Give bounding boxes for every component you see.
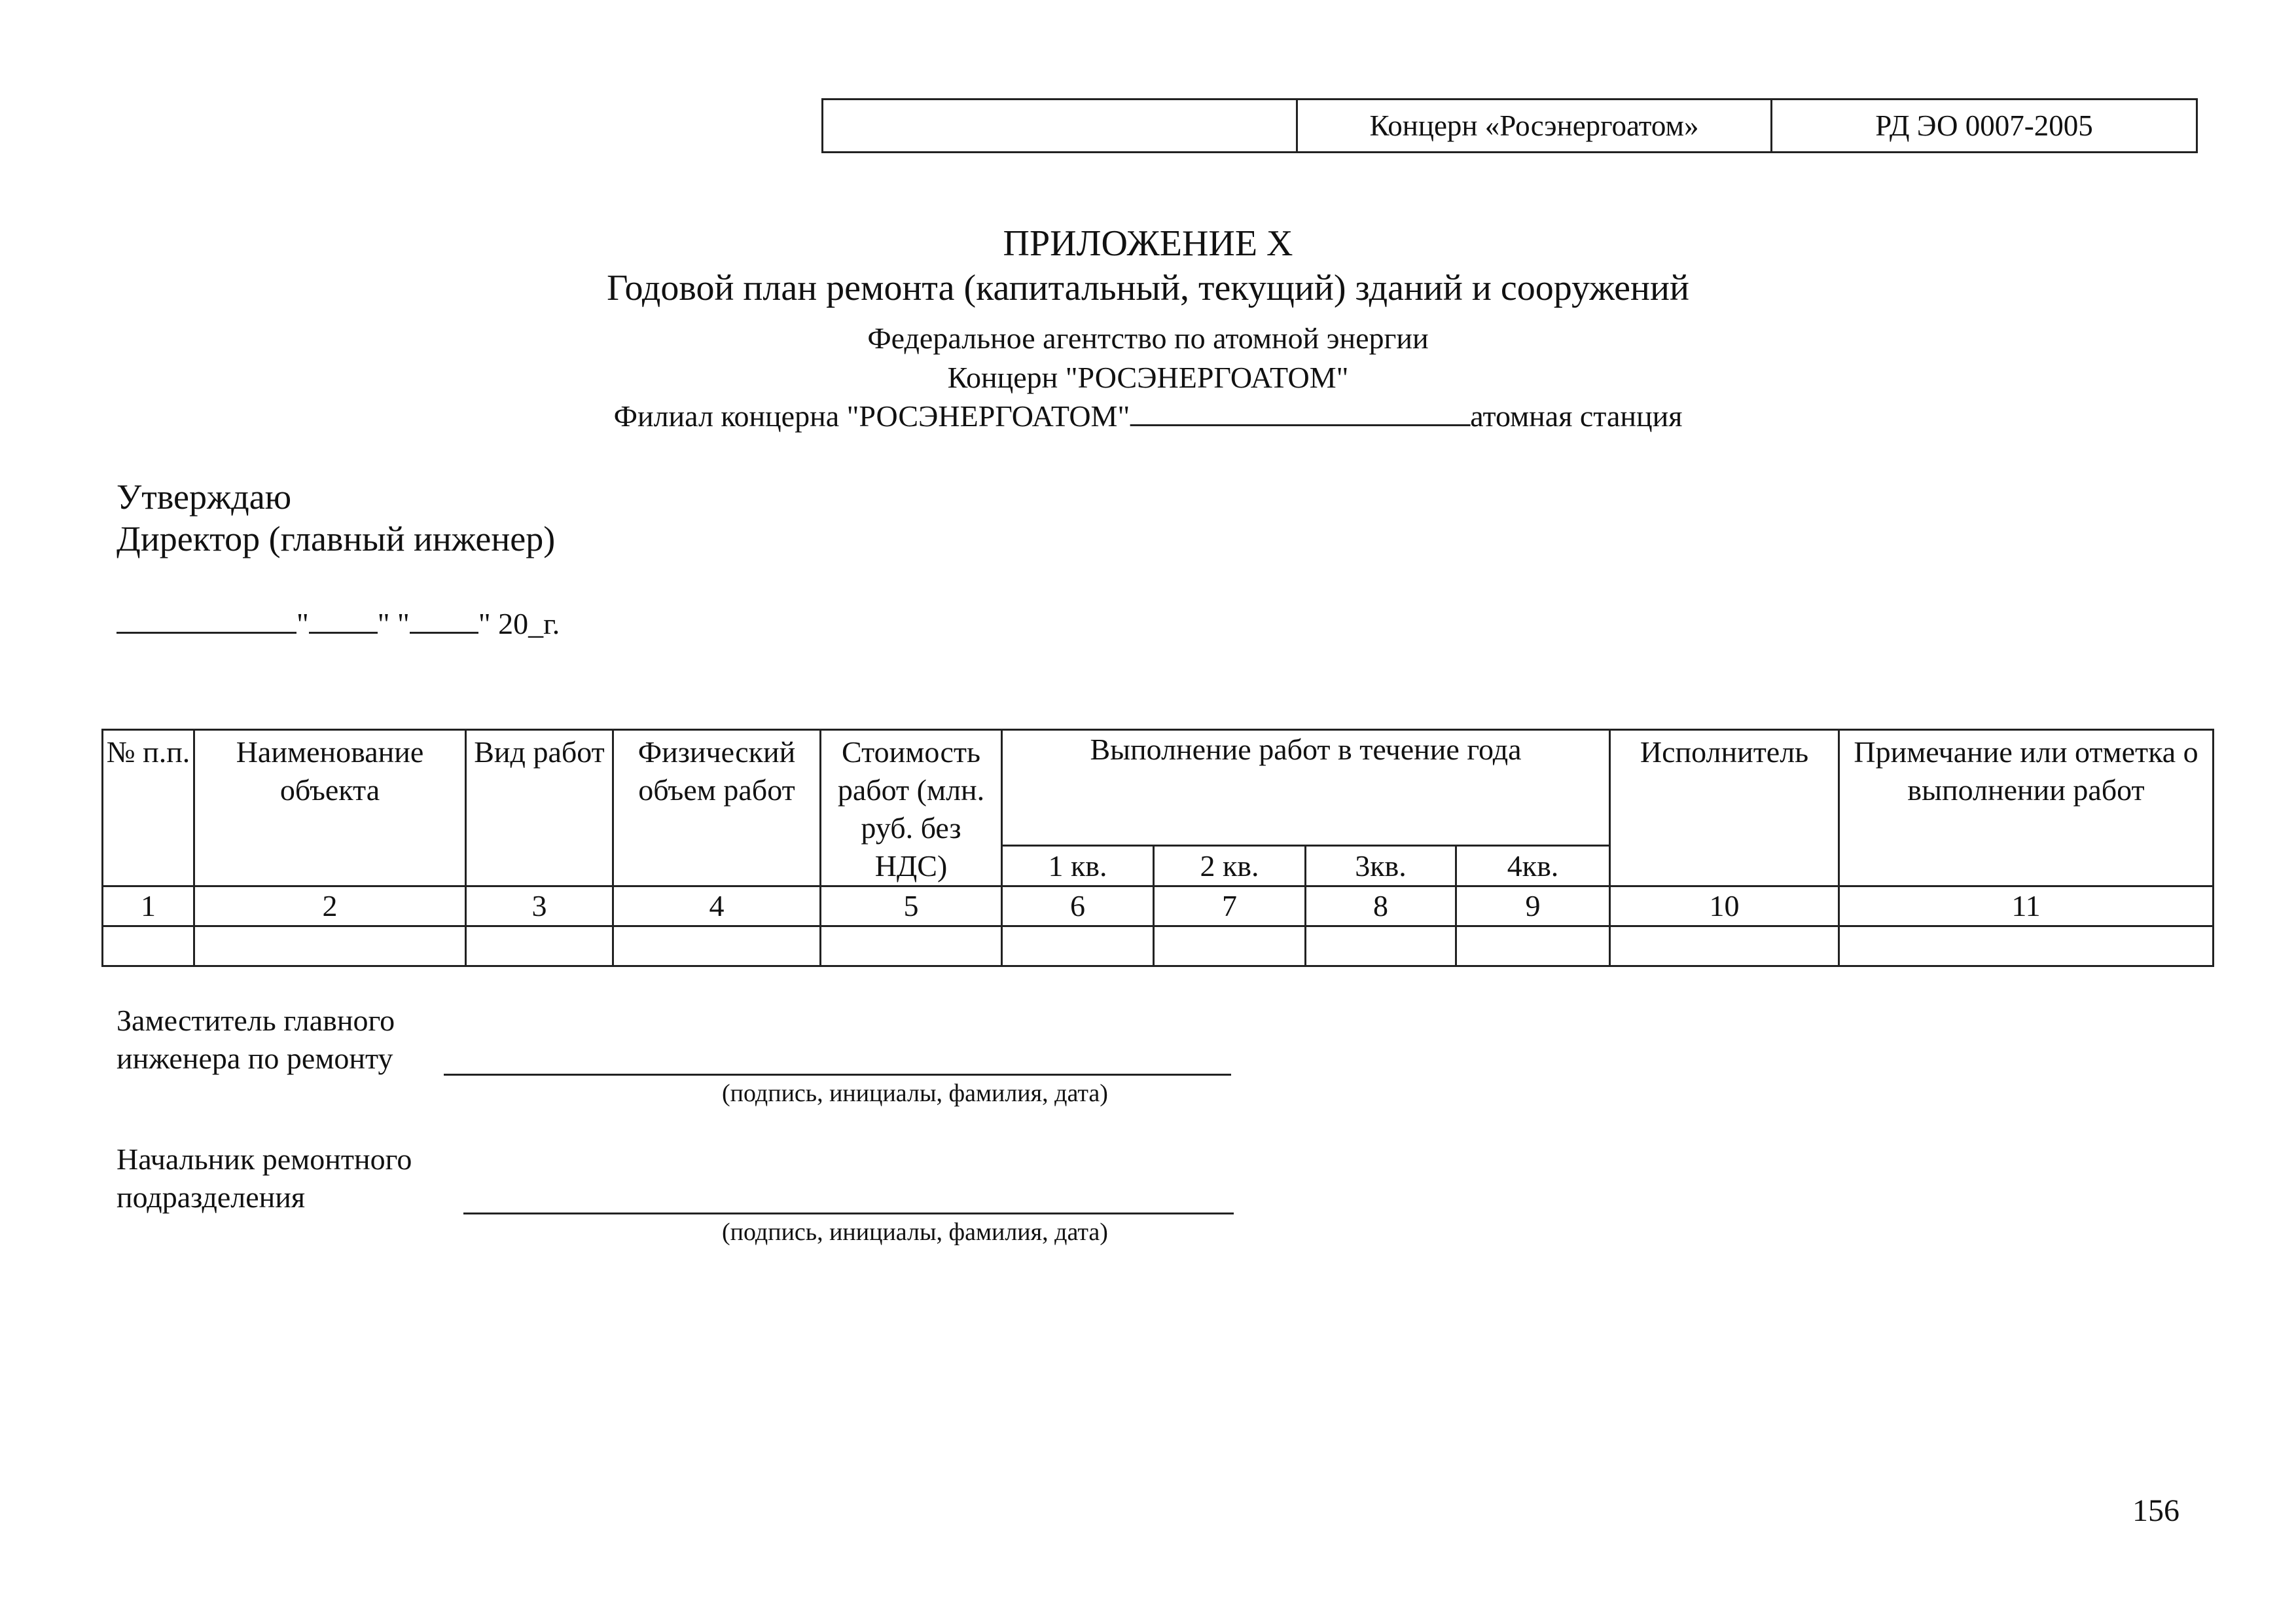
table-cell[interactable]: [613, 926, 821, 966]
approval-signature-blank[interactable]: [117, 606, 296, 634]
column-number: 11: [1839, 886, 2214, 926]
branch-line: [614, 398, 1683, 433]
col-header-type: Вид работ: [466, 730, 613, 886]
header-document-code: РД ЭО 0007-2005: [1772, 100, 2197, 153]
table-cell[interactable]: [1456, 926, 1610, 966]
table-cell[interactable]: [194, 926, 466, 966]
table-cell[interactable]: [1610, 926, 1839, 966]
column-number: 7: [1154, 886, 1306, 926]
header-table: [821, 98, 2198, 153]
head-signature-line[interactable]: [463, 1213, 1234, 1214]
table-cell[interactable]: [103, 926, 194, 966]
quarter-4: 4кв.: [1456, 846, 1610, 886]
col-header-object: Наименование объекта: [194, 730, 466, 886]
col-header-schedule: Выполнение работ в течение года: [1002, 730, 1610, 846]
table-row: [103, 926, 2214, 966]
deputy-signature-line[interactable]: [444, 1074, 1231, 1076]
column-number: 5: [821, 886, 1002, 926]
deputy-signature-caption: (подпись, инициалы, фамилия, дата): [722, 1080, 1108, 1107]
column-number: 6: [1002, 886, 1154, 926]
approval-month-blank[interactable]: [410, 606, 478, 634]
table-cell[interactable]: [1839, 926, 2214, 966]
column-number: 9: [1456, 886, 1610, 926]
agency-name: Федеральное агентство по атомной энергии: [867, 321, 1429, 355]
column-number: 8: [1306, 886, 1456, 926]
col-header-note: Примечание или отметка о выполнении работ: [1839, 730, 2214, 886]
col-header-num: № п.п.: [103, 730, 194, 886]
col-header-executor: Исполнитель: [1610, 730, 1839, 886]
quarter-3: 3кв.: [1306, 846, 1456, 886]
column-number: 1: [103, 886, 194, 926]
page-number: 156: [2132, 1493, 2179, 1528]
table-cell[interactable]: [821, 926, 1002, 966]
repair-plan-table: [101, 729, 2214, 967]
plan-title: Годовой план ремонта (капитальный, текущий) зданий и сооружений: [607, 268, 1689, 308]
column-number: 2: [194, 886, 466, 926]
table-cell[interactable]: [1002, 926, 1154, 966]
header-organization: Концерн «Росэнергоатом»: [1297, 100, 1772, 153]
branch-suffix: атомная станция: [1470, 399, 1683, 433]
appendix-title: ПРИЛОЖЕНИЕ Х: [1003, 223, 1293, 264]
branch-prefix: Филиал концерна "РОСЭНЕРГОАТОМ": [613, 399, 1130, 433]
approval-line-1: Утверждаю: [117, 477, 292, 517]
deputy-label-1: Заместитель главного: [117, 1004, 395, 1037]
column-number: 4: [613, 886, 821, 926]
col-header-volume: Физический объем работ: [613, 730, 821, 886]
deputy-label-2: инженера по ремонту: [117, 1042, 393, 1075]
column-number: 3: [466, 886, 613, 926]
approval-line-2: Директор (главный инженер): [117, 519, 556, 558]
table-cell[interactable]: [466, 926, 613, 966]
table-cell[interactable]: [1154, 926, 1306, 966]
head-label-1: Начальник ремонтного: [117, 1142, 412, 1176]
column-number: 10: [1610, 886, 1839, 926]
head-label-2: подразделения: [117, 1180, 306, 1214]
approval-date-line: " " " " 20_г.: [117, 606, 560, 641]
approval-day-blank[interactable]: [309, 606, 378, 634]
table-cell[interactable]: [1306, 926, 1456, 966]
head-signature-caption: (подпись, инициалы, фамилия, дата): [722, 1218, 1108, 1246]
quarter-1: 1 кв.: [1002, 846, 1154, 886]
header-blank-cell: [823, 100, 1297, 153]
quarter-2: 2 кв.: [1154, 846, 1306, 886]
col-header-cost: Стоимость работ (млн. руб. без НДС): [821, 730, 1002, 886]
concern-name: Концерн "РОСЭНЕРГОАТОМ": [947, 361, 1349, 394]
branch-blank-field[interactable]: [1130, 398, 1470, 426]
